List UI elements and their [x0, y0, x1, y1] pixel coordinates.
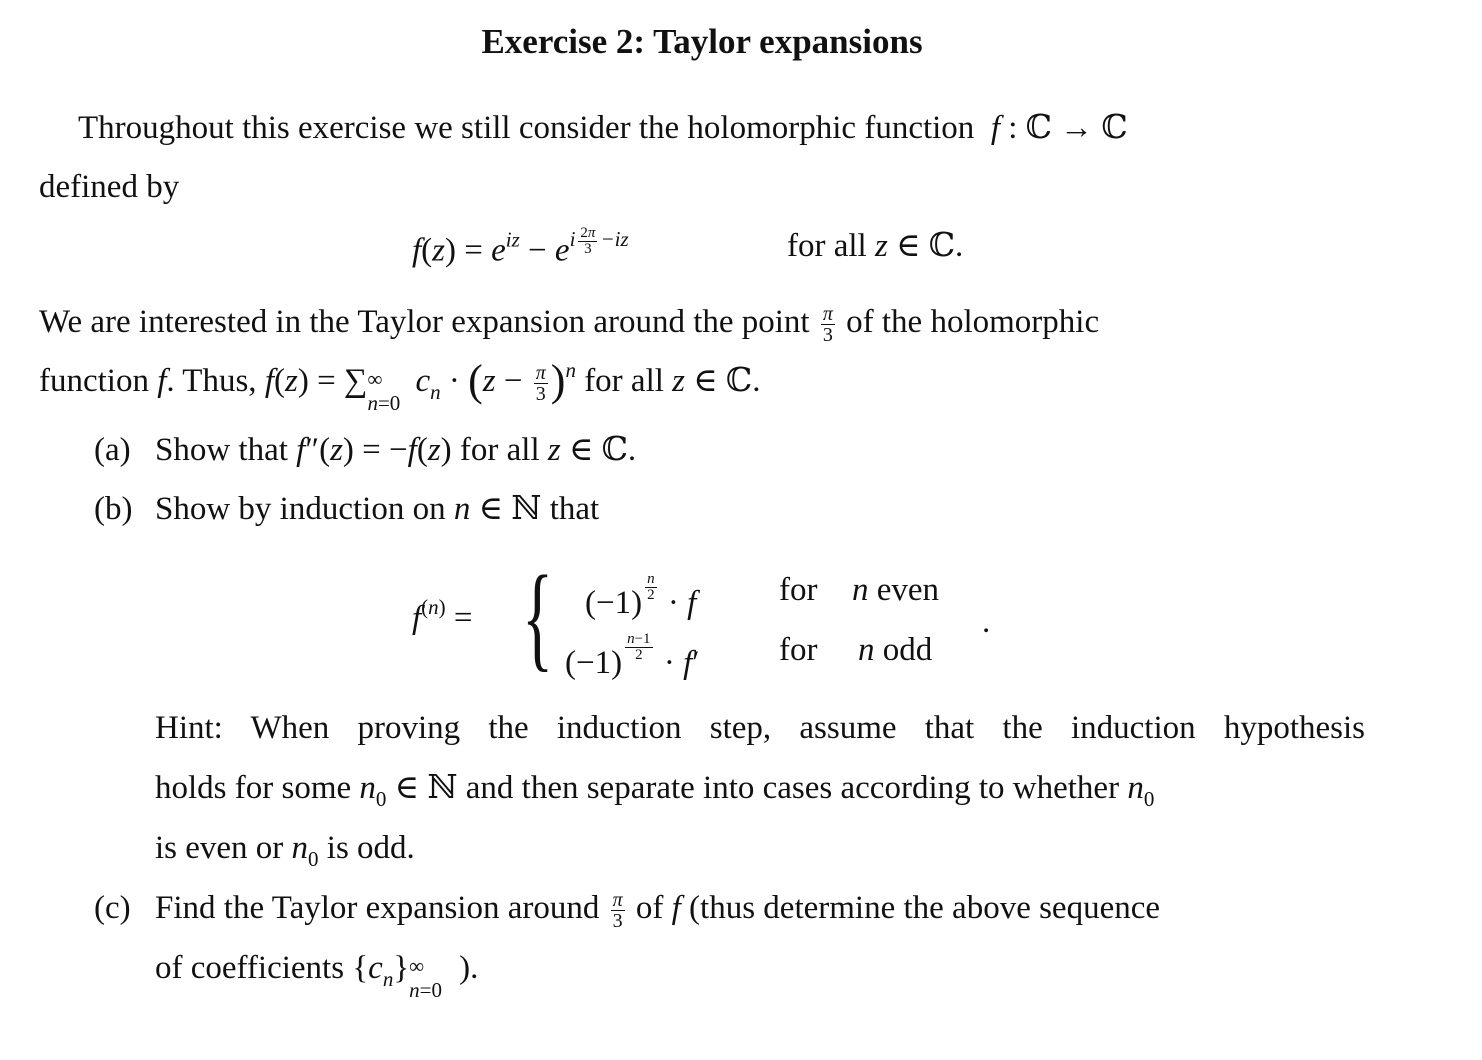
item-c-find: Find the Taylor expansion around: [155, 890, 600, 926]
item-a-label: (a): [94, 432, 131, 468]
case-odd-expr: (−1) $^{\frac{n-1}{2}}$ · f′: [565, 631, 700, 681]
for-all-text: for all: [787, 228, 867, 264]
piecewise-brace: {: [522, 551, 554, 682]
hint-line-1: Hint: When proving the induction step, assume that the induction hypothesis: [155, 710, 1365, 746]
case-even-for: for: [779, 572, 818, 608]
case-even-cond: n even: [852, 572, 940, 608]
item-b-text: Show by induction on n ∈ ℕ that: [155, 491, 600, 527]
piecewise-lhs: $f^{(n)}$ =: [412, 595, 473, 636]
taylor-text-e: for all: [584, 363, 664, 399]
item-a-for-all: for all: [459, 432, 540, 468]
case-even-expr: (−1) $^{\frac{n}{2}}$ · f: [585, 571, 697, 621]
case-odd-word: odd: [882, 632, 933, 668]
taylor-text-d: . Thus,: [166, 363, 257, 399]
item-c-coefficients: of coefficients: [155, 950, 345, 986]
taylor-line-2: function f. Thus, f(z) = ∑ ∞ n=0 $c_n \cdot (z$ − $\frac{\pi}{3}$ )$^n$ for all z ∈ ℂ.: [39, 356, 761, 415]
item-c-label: (c): [94, 890, 131, 926]
intro-line-1: Throughout this exercise we still consider the holomorphic function f : ℂ → ℂ: [78, 110, 1128, 146]
taylor-text-b: of the holomorphic: [846, 304, 1100, 340]
definition-condition: for all z ∈ ℂ.: [787, 228, 964, 264]
taylor-text-a: We are interested in the Taylor expansion around the point: [39, 304, 810, 340]
case-odd-for: for: [779, 632, 818, 668]
exercise-title: Exercise 2: Taylor expansions: [481, 22, 923, 61]
hint-odd: is odd.: [326, 830, 415, 866]
intro-text: Throughout this exercise we still consider the holomorphic function: [78, 110, 975, 146]
case-even-word: even: [876, 572, 940, 608]
item-b-label: (b): [94, 491, 133, 527]
item-a-show-that: Show that: [155, 432, 288, 468]
item-b-that: that: [549, 491, 600, 527]
item-c-of: of: [635, 890, 664, 926]
item-c-text: Find the Taylor expansion around $\frac{\pi}{3}$ of f (thus determine the above sequence: [155, 888, 1161, 932]
hint-even: is even or: [155, 830, 284, 866]
item-c-thus: (thus determine the above sequence: [689, 890, 1161, 926]
hint-holds: holds for some: [155, 770, 352, 806]
hint-line-2: holds for some $n_0$ ∈ ℕ and then separate into cases according to whether $n_0$: [155, 770, 1155, 811]
taylor-line-1: We are interested in the Taylor expansion around the point $\frac{\pi}{3}$ of the holomorphic: [39, 302, 1100, 346]
item-a-text: Show that f″(z) = −f(z) for all z ∈ ℂ.: [155, 432, 637, 468]
hint-line-3: is even or $n_0$ is odd.: [155, 830, 415, 871]
taylor-text-c: function: [39, 363, 149, 399]
intro-line-2: defined by: [39, 169, 180, 205]
item-c-line-2: of coefficients $\{c_n\}$ ∞ n=0 ).: [155, 950, 479, 1002]
case-odd-cond: n odd: [858, 632, 933, 668]
piecewise-period: .: [982, 604, 991, 640]
hint-separate: and then separate into cases according to whether: [465, 770, 1120, 806]
definition-equation: $f(z) = e^{iz} - e^{i \frac{2\pi}{3} -iz}$: [412, 225, 629, 269]
item-b-induction: Show by induction on: [155, 491, 446, 527]
